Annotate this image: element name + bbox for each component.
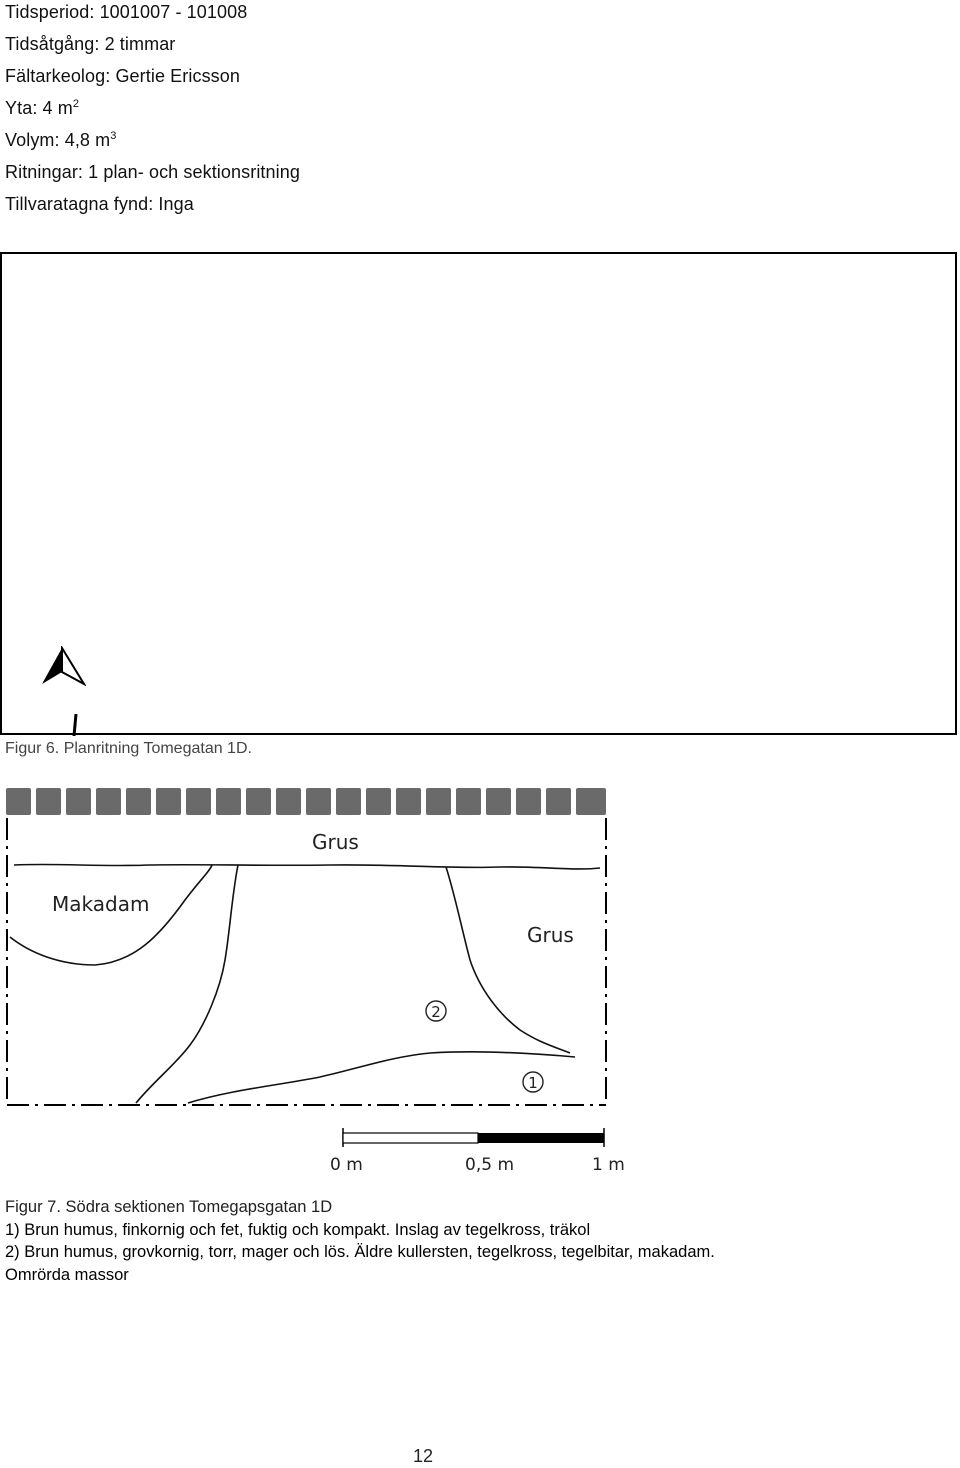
north-arrow-icon (40, 646, 86, 686)
time-spent: Tidsåtgång: 2 timmar (5, 34, 176, 54)
time-period: Tidsperiod: 1001007 - 101008 (5, 2, 248, 22)
figure-7-text (5, 1196, 715, 1286)
drawings: Ritningar: 1 plan- och sektionsritning (5, 162, 300, 182)
layer-2-marker: 2 (431, 1003, 441, 1021)
figure-7-caption: Figur 7. Södra sektionen Tomegapsgatan 1D (5, 1198, 333, 1216)
layer-1-description: 1) Brun humus, finkornig och fet, fuktig och kompakt. Inslag av tegelkross, träkol (5, 1220, 591, 1239)
collected-finds: Tillvaratagna fynd: Inga (5, 194, 194, 214)
label-grus-top: Grus (312, 830, 359, 854)
scale-tick-1: 1 m (592, 1155, 625, 1175)
volume (5, 128, 300, 160)
area (5, 96, 300, 128)
label-makadam: Makadam (52, 892, 150, 916)
plan-drawing-frame (0, 252, 957, 735)
figure-6-caption: Figur 6. Planritning Tomegatan 1D. (5, 740, 252, 757)
label-grus-right: Grus (527, 923, 574, 947)
scale-tick-0: 0 m (330, 1155, 363, 1175)
paving-stones (6, 788, 606, 815)
disturbed-deposits-note: Omrörda massor (5, 1265, 129, 1284)
layer-2-description: 2) Brun humus, grovkornig, torr, mager och lös. Äldre kullersten, tegelkross, tegelbitar, makadam. (5, 1243, 715, 1261)
page-number: 12 (413, 1446, 434, 1466)
area-label: Yta: 4 m (5, 98, 73, 118)
volume-exponent: 3 (110, 130, 117, 142)
section-drawing (0, 785, 640, 1180)
plan-reference-tick (70, 714, 82, 736)
field-archaeologist: Fältarkeolog: Gertie Ericsson (5, 66, 240, 86)
excavation-metadata (5, 0, 300, 224)
area-exponent: 2 (72, 98, 80, 110)
scale-tick-half: 0,5 m (465, 1155, 514, 1175)
layer-1-marker: 1 (528, 1074, 538, 1092)
volume-label: Volym: 4,8 m (5, 130, 111, 150)
